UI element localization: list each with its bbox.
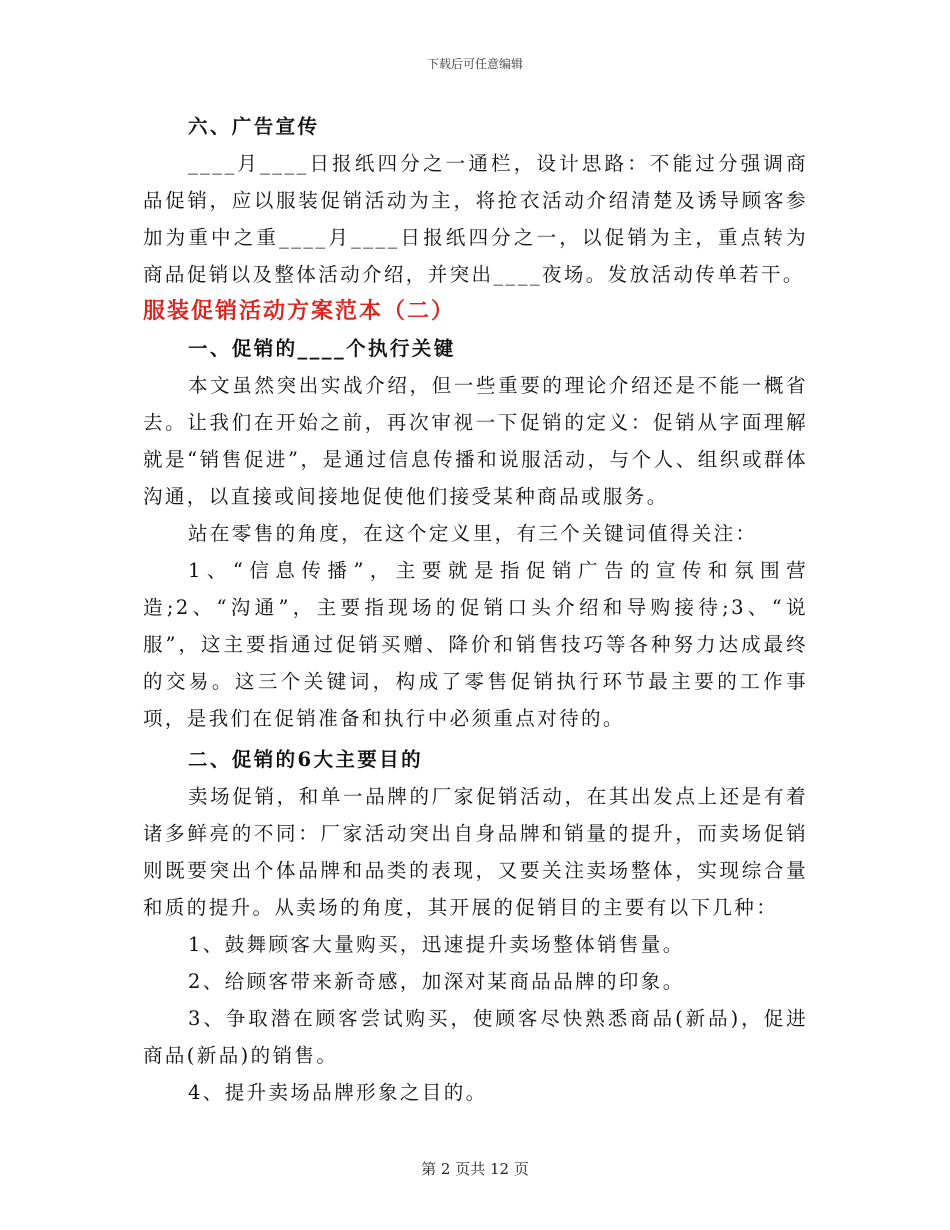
page-footer: 第 2 页共 12 页 — [421, 1160, 529, 1178]
section-1-paragraph-3: 1、“信息传播”，主要就是指促销广告的宣传和氛围营造;2、“沟通”，主要指现场的促销口头介绍和导购接待;3、“说服”，这主要指通过促销买赠、降价和销售技巧等各种努力达成最终的交易。这三个关键词，构成了零售促销执行环节最主要的工作事项，是我们在促销准备和执行中必须重点对待的。 — [143, 559, 808, 730]
list-item: 4、提升卖场品牌形象之目的。 — [188, 1081, 488, 1104]
section-1-paragraph-1: 本文虽然突出实战介绍，但一些重要的理论介绍还是不能一概省去。让我们在开始之前，再次审视一下促销的定义：促销从字面理解就是“销售促进”，是通过信息传播和说服活动，与个人、组织或群体沟通，以直接或间接地促使他们接受某种商品或服务。 — [143, 374, 808, 508]
section-2-heading: 二、促销的6大主要目的 — [188, 748, 423, 771]
list-item: 2、给顾客带来新奇感，加深对某商品品牌的印象。 — [188, 970, 685, 993]
section-2-paragraph-1: 卖场促销，和单一品牌的厂家促销活动，在其出发点上还是有着诸多鲜亮的不同：厂家活动突出自身品牌和销量的提升，而卖场促销则既要突出个体品牌和品类的表现，又要关注卖场整体，实现综合量和质的提升。从卖场的角度，其开展的促销目的主要有以下几种： — [143, 785, 808, 919]
section-1-heading: 一、促销的____个执行关键 — [188, 337, 456, 360]
section-6-heading: 六、广告宣传 — [188, 115, 320, 138]
list-item: 1、鼓舞顾客大量购买，迅速提升卖场整体销售量。 — [188, 933, 685, 956]
list-item: 3、争取潜在顾客尝试购买，使顾客尽快熟悉商品(新品)，促进商品(新品)的销售。 — [143, 1007, 808, 1067]
section-1-paragraph-2: 站在零售的角度，在这个定义里，有三个关键词值得关注： — [188, 522, 758, 545]
document-title: 服装促销活动方案范本（二） — [143, 298, 456, 324]
page-header: 下载后可任意编辑 — [426, 57, 523, 71]
section-6-paragraph: ____月____日报纸四分之一通栏，设计思路：不能过分强调商品促销，应以服装促销活动为主，将抢衣活动介绍清楚及诱导顾客参加为重中之重____月____日报纸四分之一，以促销为主，重点转为商品促销以及整体活动介绍，并突出____夜场。发放活动传单若干。 — [143, 152, 808, 286]
document-body — [143, 108, 808, 1111]
